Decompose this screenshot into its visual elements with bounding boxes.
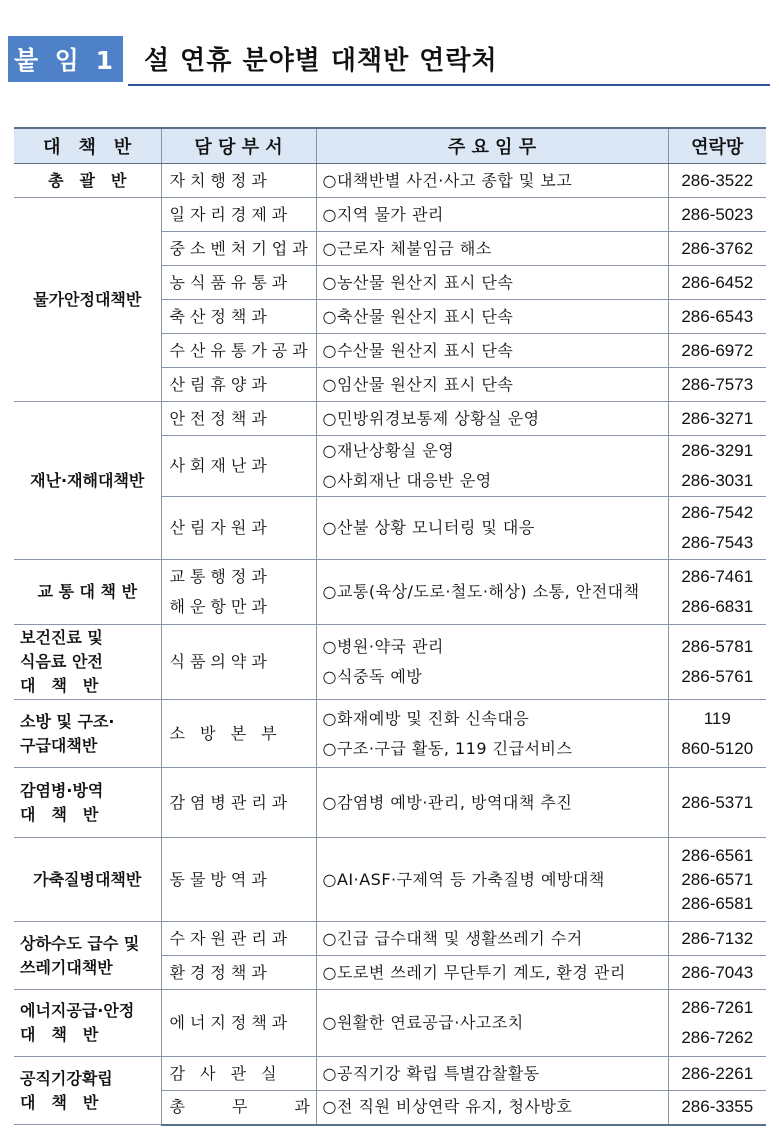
- phone-cell: [668, 497, 766, 560]
- phone-line: 286-5781: [681, 637, 754, 656]
- team-cell: 교 통 대 책 반: [14, 560, 161, 625]
- duty-line: ○화재예방 및 진화 신속대응: [322, 708, 530, 728]
- phone-line: 286-6561: [681, 845, 754, 865]
- duty-cell: ○원활한 연료공급·사고조치: [316, 990, 668, 1057]
- column-header-duty: 주 요 임 무: [316, 128, 668, 164]
- column-header-team: 대 책 반: [14, 128, 161, 164]
- duty-cell: ○대책반별 사건·사고 종합 및 보고: [316, 164, 668, 198]
- phone-cell: [668, 560, 766, 625]
- column-header-phone: 연락망: [668, 128, 766, 164]
- dept-cell: 일자리경제과: [161, 198, 316, 232]
- table-header-row: [14, 128, 766, 164]
- dept-cell: 동물방역과: [161, 838, 316, 922]
- table-row: [14, 700, 766, 768]
- dept-cell: [161, 560, 316, 625]
- dept-cell: 수산유통가공과: [161, 334, 316, 368]
- phone-line: 286-3291: [681, 441, 754, 460]
- dept-cell: 산림자원과: [161, 497, 316, 560]
- duty-cell: [316, 625, 668, 700]
- team-line: 구급대책반: [20, 735, 98, 755]
- dept-cell: 감 사 관 실: [161, 1057, 316, 1091]
- team-cell: [14, 700, 161, 768]
- column-header-dept: 담 당 부 서: [161, 128, 316, 164]
- duty-line: ○재난상황실 운영: [322, 441, 455, 460]
- phone-line: 286-7542: [681, 503, 754, 522]
- table-row: [14, 990, 766, 1057]
- team-line: 대 책 반: [20, 676, 99, 695]
- duty-line: ○사회재난 대응반 운영: [322, 471, 492, 490]
- table-row: [14, 1057, 766, 1091]
- team-cell: [14, 625, 161, 700]
- phone-cell: 286-3522: [668, 164, 766, 198]
- duty-cell: ○수산물 원산지 표시 단속: [316, 334, 668, 368]
- duty-cell: ○산불 상황 모니터링 및 대응: [316, 497, 668, 560]
- phone-cell: 286-7573: [668, 368, 766, 402]
- dept-cell: 자치행정과: [161, 164, 316, 198]
- phone-cell: 286-7043: [668, 956, 766, 990]
- duty-cell: ○축산물 원산지 표시 단속: [316, 300, 668, 334]
- team-cell: 가축질병대책반: [14, 838, 161, 922]
- table-row: [14, 164, 766, 198]
- phone-cell: 286-6452: [668, 266, 766, 300]
- duty-cell: ○AI·ASF·구제역 등 가축질병 예방대책: [316, 838, 668, 922]
- team-line: 대 책 반: [20, 804, 99, 824]
- team-line: 감염병·방역: [20, 780, 104, 800]
- team-line: 대 책 반: [20, 1092, 99, 1112]
- team-cell: 물가안정대책반: [14, 198, 161, 402]
- duty-line: ○구조·구급 활동, 119 긴급서비스: [322, 738, 573, 758]
- duty-cell: ○근로자 체불임금 해소: [316, 232, 668, 266]
- dept-cell: 총 무 과: [161, 1091, 316, 1125]
- dept-line: 교통행정과: [169, 567, 272, 586]
- phone-line: 286-7261: [681, 998, 754, 1017]
- dept-cell: 축산정책과: [161, 300, 316, 334]
- team-line: 보건진료 및: [20, 628, 103, 647]
- team-cell: [14, 922, 161, 990]
- phone-cell: 286-5371: [668, 768, 766, 838]
- phone-line: 286-6831: [681, 597, 754, 616]
- table-row: [14, 625, 766, 700]
- dept-cell: 사회재난과: [161, 436, 316, 497]
- duty-cell: ○교통(육상/도로·철도·해상) 소통, 안전대책: [316, 560, 668, 625]
- phone-line: 119: [703, 708, 731, 728]
- phone-cell: [668, 625, 766, 700]
- phone-cell: 286-6972: [668, 334, 766, 368]
- dept-cell: 수자원관리과: [161, 922, 316, 956]
- contact-table: [14, 127, 766, 1126]
- team-line: 상하수도 급수 및: [20, 933, 140, 953]
- phone-cell: [668, 838, 766, 922]
- duty-cell: ○민방위경보통제 상황실 운영: [316, 402, 668, 436]
- phone-cell: 286-5023: [668, 198, 766, 232]
- dept-cell: 감염병관리과: [161, 768, 316, 838]
- duty-line: ○식중독 예방: [322, 667, 423, 686]
- phone-cell: 286-6543: [668, 300, 766, 334]
- phone-cell: 286-3271: [668, 402, 766, 436]
- table-row: [14, 838, 766, 922]
- phone-line: 286-7461: [681, 567, 754, 586]
- duty-cell: ○공직기강 확립 특별감찰활동: [316, 1057, 668, 1091]
- phone-line: 860-5120: [681, 738, 754, 758]
- duty-cell: [316, 436, 668, 497]
- phone-line: 286-7262: [681, 1028, 754, 1047]
- duty-cell: ○임산물 원산지 표시 단속: [316, 368, 668, 402]
- team-cell: [14, 1057, 161, 1125]
- duty-cell: [316, 700, 668, 768]
- phone-line: 286-3031: [681, 471, 754, 490]
- duty-cell: ○도로변 쓰레기 무단투기 계도, 환경 관리: [316, 956, 668, 990]
- phone-cell: [668, 990, 766, 1057]
- team-line: 식음료 안전: [20, 652, 103, 671]
- team-line: 에너지공급·안정: [20, 1001, 135, 1020]
- dept-cell: 식품의약과: [161, 625, 316, 700]
- phone-cell: [668, 436, 766, 497]
- title-underline: [128, 84, 770, 86]
- table-row: [14, 560, 766, 625]
- table-row: [14, 922, 766, 956]
- dept-cell: 안전정책과: [161, 402, 316, 436]
- dept-cell: 산림휴양과: [161, 368, 316, 402]
- phone-line: 286-5761: [681, 667, 754, 686]
- team-line: 공직기강확립: [20, 1068, 113, 1088]
- duty-line: ○병원·약국 관리: [322, 637, 444, 656]
- document-title: 설 연휴 분야별 대책반 연락처: [144, 46, 498, 76]
- duty-cell: ○감염병 예방·관리, 방역대책 추진: [316, 768, 668, 838]
- team-cell: 재난·재해대책반: [14, 402, 161, 560]
- phone-cell: [668, 700, 766, 768]
- dept-cell: 중소벤처기업과: [161, 232, 316, 266]
- phone-line: 286-7543: [681, 533, 754, 552]
- duty-cell: ○지역 물가 관리: [316, 198, 668, 232]
- duty-cell: ○전 직원 비상연락 유지, 청사방호: [316, 1091, 668, 1125]
- team-cell: 총 괄 반: [14, 164, 161, 198]
- table-row: [14, 198, 766, 232]
- dept-line: 해운항만과: [169, 597, 272, 616]
- document-header: [8, 36, 770, 88]
- phone-line: 286-6571: [681, 869, 754, 889]
- table-row: [14, 402, 766, 436]
- team-cell: [14, 990, 161, 1057]
- team-line: 쓰레기대책반: [20, 957, 113, 977]
- phone-line: 286-6581: [681, 893, 754, 913]
- dept-cell: 소 방 본 부: [161, 700, 316, 768]
- team-cell: [14, 768, 161, 838]
- team-line: 소방 및 구조·: [20, 711, 115, 731]
- phone-cell: 286-3762: [668, 232, 766, 266]
- duty-cell: ○농산물 원산지 표시 단속: [316, 266, 668, 300]
- phone-cell: 286-2261: [668, 1057, 766, 1091]
- duty-cell: ○긴급 급수대책 및 생활쓰레기 수거: [316, 922, 668, 956]
- dept-cell: 에너지정책과: [161, 990, 316, 1057]
- phone-cell: 286-7132: [668, 922, 766, 956]
- team-line: 대 책 반: [20, 1025, 99, 1044]
- phone-cell: 286-3355: [668, 1091, 766, 1125]
- attachment-badge: 붙 임 1: [8, 36, 123, 82]
- table-row: [14, 768, 766, 838]
- dept-cell: 환경정책과: [161, 956, 316, 990]
- dept-cell: 농식품유통과: [161, 266, 316, 300]
